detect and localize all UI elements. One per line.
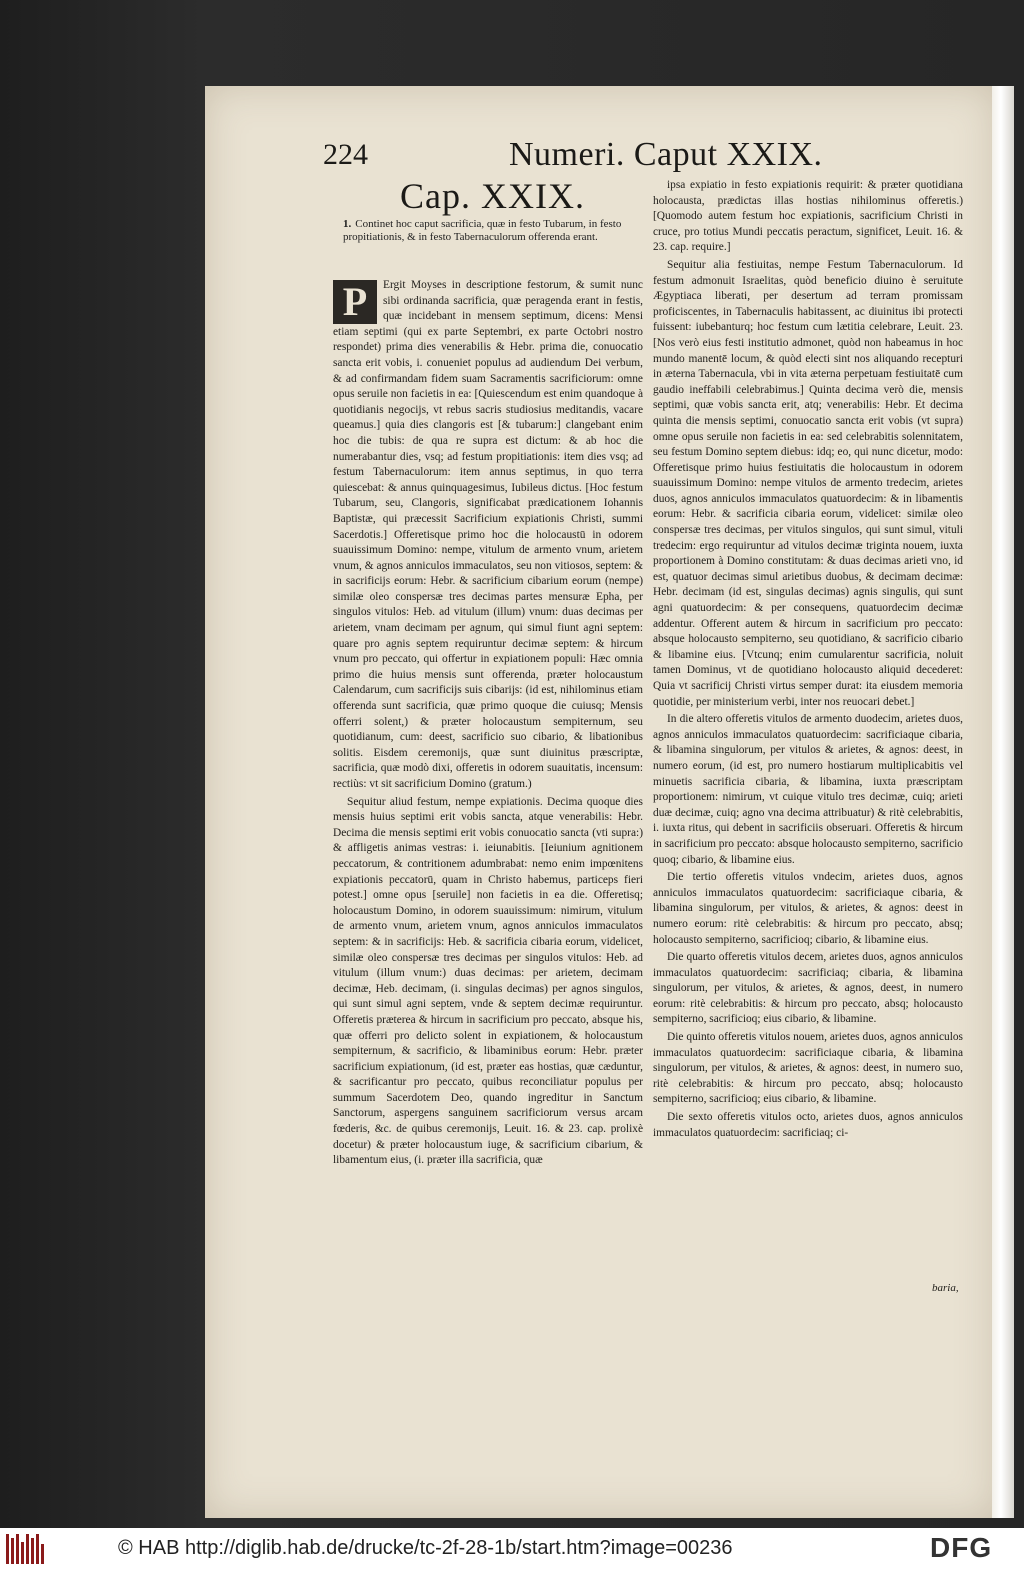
chapter-summary: [343, 218, 639, 244]
paragraph: Die tertio offeretis vitulos vndecim, arietes duos, agnos anniculos immaculatos quatuordecim: sacrificiaque cibaria, & libamina singulorum, per vitulos, & arietes, & agnos: deest in numero eorum: ritè celebrabitis: & hircum pro peccato, absq; holocausto sempiterno, sacrificioq; cibario, & libamine eius.: [653, 871, 963, 946]
summary-number: 1.: [343, 218, 352, 230]
paragraph: In die altero offeretis vitulos de armento duodecim, arietes duos, agnos anniculos immaculatos quatuordecim: sacrificiaque cibaria, & libamina singulorum, per vitulos & arietes, & agnos: deest, in numero eorum, (id est, pro numero hostiarum multiplicabitis vel minuetis sacrificia cibaria, & libamina, iuxta præscriptam proportionem: nimirum, vt cuique vitulo tres decimæ, cuiq; arieti duæ decimæ, cuiq; agno vna decima attribuatur) & ritè celebrabitis, i. iuxta ritus, qui debent in sacrificiis obseruari. Offeretis & hircum in sacrificium pro peccato: absque holocausto sempiterno, sacrificio quoq; cibario, & libamine eius.: [653, 713, 963, 866]
paragraph: Sequitur aliud festum, nempe expiationis. Decima quoque dies mensis huius septimi erit vobis sancta, atque venerabilis: Hebr. Decima die mensis septimi erit vobis conuocatio sancta (vti supra:) & affligetis animas vestras: i. ieiunabitis. [Ieiunium agnitionem peccatorum, & contritionem adumbrabat: nemo enim impœnitens expiationis peccatorū, quam in Christo habemus, particeps fieri potest.] omne opus [seruile] non facietis in ea die. Offeretisq; holocaustum Domino, in odorem suauissimum: nimirum, vitulum de armento vnum, arietem vnum, agnos anniculos immaculatos septem: & in sacrificijs: Heb. & sacrificia cibaria eorum, videlicet, similæ oleo conspersæ tres decimas per singulos vitulos: Heb. ad vitulum (illum vnum:) duas decimas: per arietem, decimam decimæ, Heb. decimam, (i. singulas decimas) per agnos singulos, qui sunt simul agni septem, vnde & septem decimæ requiruntur. Offeretis præterea & hircum in sacrificium pro peccato, absque his, quæ offerri pro delicto solent in expiationem, & holocaustum sempiternum, & sacrificio, & libaminibus eorum: Hebr. præter sacrificium expiationum, (id est, præter eas hostias, quæ cæduntur, & sacrificantur pro peccato, quibus reconciliatur populus per summum Sacerdotem Deo, quando ingreditur in Sanctum Sanctorum, aspergens sanguinem sacrificiorum versus arcam fœderis, &c. de quibus ceremonijs, Leuit. 16. & 23. cap. prolixè docetur) & præter holocaustum iuge, & sacrificium cibarium, & libamentum eius, (i. præter illa sacrificia, quæ: [333, 795, 643, 1167]
paragraph: Die sexto offeretis vitulos octo, arietes duos, agnos anniculos immaculatos quatuordecim: sacrificiaq; ci-: [653, 1111, 963, 1139]
dfg-logo: DFG: [930, 1532, 993, 1563]
page-edge: [992, 86, 1014, 1518]
right-column: [653, 178, 963, 1143]
paragraph: ipsa expiatio in festo expiationis requirit: & præter quotidiana holocausta, prædictas illas hostias nihilominus offeretis.) [Quomodo autem festum hoc expiationis, sacrificium Christi in cruce, pro totius Mundi peccatis peractum, significet, Leuit. 16. & 23. cap. require.]: [653, 179, 963, 254]
running-title: Numeri. Caput XXIX.: [509, 136, 823, 173]
paragraph-text: Ergit Moyses in descriptione festorum, & sumit nunc sibi ordinanda sacrificia, quæ peragenda erant in festis, quæ incidebant in mensem septimum, dicens: Mensi etiam septimi (qui ex parte Septembri, ex parte Octobri nostro respondet) prima dies venerabilis & Hebr. prima die, conuocatio sancta erit vobis, i. conueniet populus ad audiendum Dei verbum, & ad confirmandam fidem suam Sacramentis sacrificiorum: omne opus seruile non facietis in ea: [Quiescendum est enim quandoque à quotidianis negocijs, vt rebus sacris studiosius meditandis, vacare queamus.] quia dies clangoris est [& tubarum:] clangebant enim hoc die tubis: de qua re supra est dictum: & ab hoc die numerabantur dies, vsq; ad festum propitiationis: item dies vsq; ad festum Tabernaculorum: item annus septimus, in quo terra quiescebat: & annus quinquagesimus, Iubileus dictus. [Hoc festum Tubarum, seu, Clangoris, significabat prædicationem Iohannis Baptistæ, qui præcessit Sacrificium expiationis Christi, summi Sacerdotis.] Offeretisque primo hoc die holocaustū in odorem suauissimum Domino: nempe, vitulum de armento vnum, arietem vnum, & agnos anniculos immaculatos, seu non vitiosos, septem: & in sacrificijs eorum: Hebr. & sacrificium cibarium eorum (nempe) similæ oleo conspersæ tres decimas partes mensuræ Epha, per singulos vitulos: Heb. ad vitulum (illum) vnum: duas decimas per arietem, vnam decimam per agnum, qui simul fiunt agni septem: quare pro agnis septem requiruntur decimæ septem: & hircum vnum pro peccato, qui offertur in expiationem populi: Hæc omnia primo die huius mensis sunt offerenda, præter holocaustum Calendarum, cum sacrificijs suis cibarijs: (id est, nihilominus etiam offerenda sunt sacrificia, quæ primo quoque die cuiusq; Mensis offerri solent,) & præter holocaustum sempiternum, seu quotidianum, cum: deest, sacrificio suo cibario, & libationibus solitis. Eisdem ceremonijs, quæ sunt diuinitus præscriptæ, sacrificia, quæ modò dixi, offeretis in odorem suauitatis, incensum: rectiùs: vt sit sacrificium Domino (gratum.): [333, 279, 643, 790]
paragraph: Sequitur alia festiuitas, nempe Festum Tabernaculorum. Id festum admonuit Israelitas, quòd beneficio diuino è seruitute Ægyptiaca liberati, per desertum ad terram promissam proficiscentes, in Tabernaculis habitassent, ac diuinitus ibi protecti fuissent: iubebanturq; hoc festum cum lætitia celebrare, Leuit. 23. [Nos verò eius festi institutio admonet, quòd non habeamus in hoc mundo manentē locum, & quòd electi sint nos aliquando recepturi in æterna Tabernacula, vbi in vita æterna perpetuam festiuitatē cum gaudio ineffabili celebrabimus.] Quinta decima verò die, mensis septimi, quæ vobis sancta erit, atq; venerabilis: Hebr. Et decima quinta die mensis septimi, conuocatio sancta erit vobis (vt supra) omne opus seruile non facietis in ea: sed celebrabitis solennitatem, seu festum Domino septem diebus: idq; eo, qui nunc dicetur, modo: Offeretisque primo huius festiuitatis die holocaustum in odorem suauissimum Domino: nempe vitulos de armento tredecim, arietes duos, agnos anniculos immaculatos quatuordecim: & in libamentis eorum: Hebr. & sacrificia cibaria eorum, videlicet: similæ oleo conspersæ tres decimas, per vitulos singulos, qui sunt simul, vituli tredecim: ergo requiruntur ad vitulos decimæ triginta nouem, iuxta proportionem à Domino constitutam: & duas decimas arieti vno, id est, quatuor decimas simul arietibus duobus, & decimam decimæ: Hebr. decimam (id est, singulas decimas) agnis singulis, qui sunt agni quatuordecim: & per consequens, quatuordecim decimæ addentur. Offerent autem & hircum in sacrificium pro peccato: absque holocausto sempiterno, seu quotidiano, & sacrificio cibario & libamine eius. [Vtcunq; enim cumularentur sacrificia, noluit tamen Dominus, vt de quotidiano holocausto aliquid decederet: Quia vt sacrificij Christi virtus semper durat: ita eiusdem memoria quotidie, per ministerium verbi, inter nos reuocari debet.]: [653, 258, 963, 708]
page-header: [323, 136, 823, 176]
paragraph: Die quinto offeretis vitulos nouem, arietes duos, agnos anniculos immaculatos quatuordecim: sacrificiaque cibaria, & libamina singulorum, per vitulos, & arietes, & agnos: deest, in numero suo, ritè celebrabitis: & hircum pro peccato, absq; holocausto sempiterno, sacrificioq; eius cibario, & libamine.: [653, 1031, 963, 1106]
catchword: baria,: [932, 1282, 959, 1294]
left-column: [333, 278, 643, 1171]
source-link[interactable]: © HAB http://diglib.hab.de/drucke/tc-2f-28-1b/start.htm?image=00236: [118, 1537, 733, 1559]
paragraph: Die quarto offeretis vitulos decem, arietes duos, agnos anniculos immaculatos quatuordecim: sacrificiaq; cibaria, & libamina singulorum, per vitulos, & arietes, & agnos, deest, in numero eorum: ritè celebrabitis: & hircum pro peccato, absq; holocausto sempiterno, sacrificioq; eius cibario, & libamine.: [653, 951, 963, 1026]
chapter-heading: Cap. XXIX.: [400, 176, 585, 216]
folio-number: 224: [323, 138, 368, 171]
decorated-initial: P: [333, 280, 377, 324]
paragraph: [333, 278, 643, 793]
viewer-footer: [0, 1528, 1024, 1570]
hab-logo-icon: [6, 1534, 48, 1564]
summary-text: Continet hoc caput sacrificia, quæ in festo Tubarum, in festo propitiationis, & in festo Tabernaculorum offerenda erant.: [343, 218, 622, 243]
